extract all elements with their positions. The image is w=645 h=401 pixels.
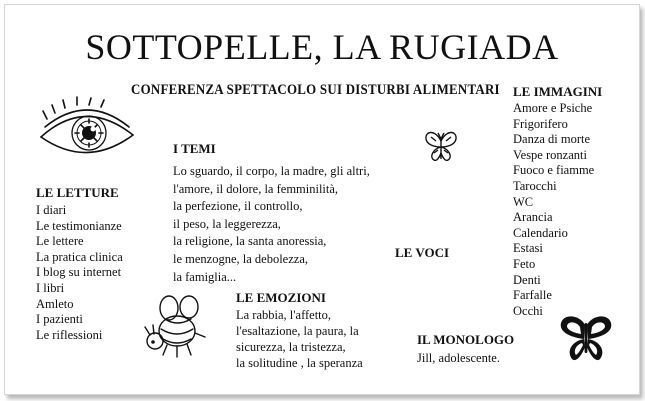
voci-heading: LE VOCI [395, 245, 450, 260]
temi-line: Lo sguardo, il corpo, la madre, gli altri, [173, 164, 370, 178]
emozioni-line: la solitudine , la speranza [236, 356, 363, 370]
eye-icon [37, 97, 137, 167]
list-item: Feto [513, 256, 536, 271]
list-item: Vespe ronzanti [513, 147, 587, 162]
temi-line: il peso, la leggerezza, [173, 216, 281, 231]
temi-line: la religione, la santa anoressia, [173, 234, 327, 249]
monologo-section [417, 332, 514, 366]
list-item: I pazienti [36, 312, 83, 327]
temi-line: la famiglia... [173, 269, 237, 284]
letture-heading: LE LETTURE [36, 185, 119, 200]
poster-subtitle: CONFERENZA SPETTACOLO SUI DISTURBI ALIMENTARI [131, 82, 500, 98]
list-item: Danza di morte [513, 132, 591, 147]
list-item: Farfalle [513, 288, 552, 303]
temi-section [173, 141, 370, 286]
list-item: Tarocchi [513, 178, 557, 193]
list-item: I diari [36, 203, 67, 217]
immagini-section [513, 84, 602, 319]
poster-card [4, 4, 640, 395]
emozioni-line: sicurezza, la tristezza, [236, 340, 346, 354]
list-item: I blog su internet [36, 265, 122, 280]
list-item: Amleto [36, 296, 74, 311]
list-item: Calendario [513, 225, 568, 240]
emozioni-line: La rabbia, l'affetto, [236, 308, 332, 322]
monologo-heading: IL MONOLOGO [417, 332, 515, 347]
temi-line: la perfezione, il controllo, [173, 199, 303, 214]
bee-icon [139, 295, 215, 361]
emozioni-section [236, 290, 363, 371]
list-item: La pratica clinica [36, 249, 123, 264]
temi-line: l'amore, il dolore, la femminilità, [173, 181, 339, 196]
list-item: I libri [36, 280, 65, 295]
list-item: Occhi [513, 303, 543, 318]
butterfly-solid-icon [558, 315, 614, 363]
temi-line: le menzogne, la debolezza, [173, 251, 308, 266]
immagini-heading: LE IMMAGINI [513, 84, 603, 99]
list-item: Arancia [513, 210, 553, 225]
list-item: Estasi [513, 241, 543, 256]
emozioni-heading: LE EMOZIONI [236, 290, 326, 305]
list-item: Le testimonianze [36, 218, 122, 233]
poster-title: SOTTOPELLE, LA RUGIADA [85, 27, 559, 67]
list-item: Fuoco e fiamme [513, 163, 595, 178]
emozioni-line: l'esaltazione, la paura, la [236, 324, 359, 338]
butterfly-outline-icon [423, 129, 459, 165]
list-item: Amore e Psiche [513, 101, 593, 115]
monologo-text: Jill, adolescente. [417, 351, 500, 365]
list-item: Le riflessioni [36, 327, 103, 342]
list-item: Denti [513, 272, 541, 287]
list-item: Frigorifero [513, 116, 568, 131]
list-item: WC [513, 194, 534, 209]
list-item: Le lettere [36, 234, 84, 249]
temi-heading: I TEMI [173, 141, 216, 156]
letture-section [36, 185, 123, 343]
